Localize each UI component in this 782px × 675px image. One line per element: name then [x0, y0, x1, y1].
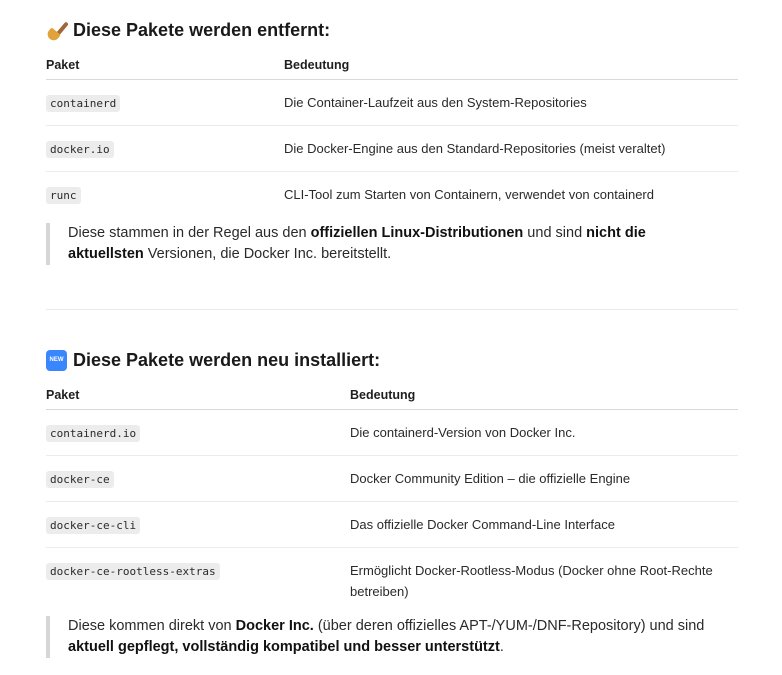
- table-header-row: [46, 58, 738, 80]
- note-bold: nicht die aktuellsten: [68, 225, 646, 262]
- heading-text: Diese Pakete werden neu installiert:: [73, 349, 381, 370]
- section-heading: [46, 16, 738, 44]
- package-name: docker.io: [46, 141, 114, 158]
- note-text: und sind: [523, 225, 587, 241]
- table-row: [46, 456, 738, 502]
- package-cell: [46, 410, 350, 456]
- table-row: [46, 80, 738, 126]
- removed-packages-table: [46, 58, 738, 217]
- blockquote-note: [46, 223, 720, 265]
- package-name: docker-ce-rootless-extras: [46, 563, 220, 580]
- package-name: runc: [46, 187, 81, 204]
- meaning-cell: Das offizielle Docker Command-Line Interface: [350, 502, 738, 548]
- note-text: Diese kommen direkt von: [68, 618, 236, 634]
- broom-icon: [46, 20, 67, 41]
- column-header-package: Paket: [46, 388, 350, 410]
- table-row: [46, 126, 738, 172]
- meaning-cell: Ermöglicht Docker-Rootless-Modus (Docker ohne Root-Rechte betreiben): [350, 563, 713, 599]
- table-header-row: [46, 388, 738, 410]
- divider: [46, 309, 738, 310]
- new-icon: NEW: [46, 350, 67, 371]
- meaning-cell: Docker Community Edition – die offizielle Engine: [350, 456, 738, 502]
- package-name: containerd.io: [46, 425, 140, 442]
- meaning-cell: Die Container-Laufzeit aus den System-Repositories: [284, 80, 738, 126]
- section-removed: [46, 16, 738, 217]
- package-cell: [46, 548, 350, 614]
- note-text: Diese stammen in der Regel aus den: [68, 225, 311, 241]
- package-name: containerd: [46, 95, 120, 112]
- section-installed: [46, 346, 738, 613]
- note-text: .: [499, 639, 504, 655]
- meaning-cell: Die containerd-Version von Docker Inc.: [350, 410, 738, 456]
- table-row: [46, 410, 738, 456]
- column-header-meaning: Bedeutung: [350, 388, 738, 410]
- table-row: [46, 502, 738, 548]
- table-row: [46, 172, 738, 218]
- section-heading: [46, 346, 738, 374]
- installed-packages-table: [46, 388, 738, 613]
- note-bold: aktuell gepflegt, vollständig kompatibel und besser unterstützt: [68, 639, 500, 655]
- note-bold: offiziellen Linux-Distributionen: [310, 225, 524, 241]
- package-cell: [46, 502, 350, 548]
- column-header-package: Paket: [46, 58, 284, 80]
- table-row: [46, 548, 738, 614]
- note-text: (über deren offizielles APT-/YUM-/DNF-Repository) und sind: [313, 618, 705, 634]
- package-cell: [46, 172, 284, 218]
- package-cell: [46, 80, 284, 126]
- note-text: Versionen, die Docker Inc. bereitstellt.: [143, 246, 392, 262]
- blockquote-note: [46, 616, 720, 658]
- meaning-cell: CLI-Tool zum Starten von Containern, verwendet von containerd: [284, 187, 654, 202]
- package-name: docker-ce-cli: [46, 517, 140, 534]
- package-name: docker-ce: [46, 471, 114, 488]
- note-bold: Docker Inc.: [235, 618, 314, 634]
- heading-text: Diese Pakete werden entfernt:: [73, 19, 331, 40]
- package-cell: [46, 456, 350, 502]
- package-cell: [46, 126, 284, 172]
- meaning-cell: Die Docker-Engine aus den Standard-Repositories (meist veraltet): [284, 126, 738, 172]
- column-header-meaning: Bedeutung: [284, 58, 738, 80]
